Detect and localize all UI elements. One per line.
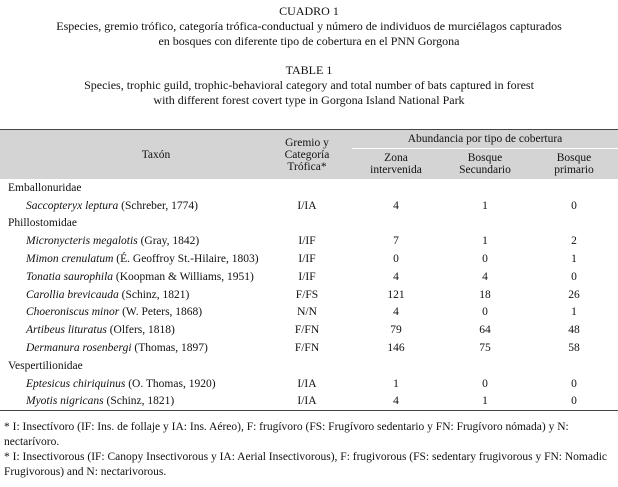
empty-cell: [352, 215, 440, 233]
species-cell: [0, 268, 262, 286]
header-gremio: [262, 130, 352, 180]
species-row: [0, 375, 618, 393]
family-row: [0, 215, 618, 233]
zona-intervenida-cell: 4: [393, 270, 399, 283]
header-zona-line2: intervenida: [370, 164, 422, 176]
gremio-cell: I/IA: [262, 393, 352, 411]
header-zona-intervenida: [352, 149, 440, 180]
species-author: (W. Peters, 1868): [119, 306, 203, 319]
footnote-english: * I: Insectivorous (IF: Canopy Insectivorous y IA: Aerial Insectivorous), F: frugivorous (FS: sedentary frugivorous y FN: Nomadic Frugivorous) and N: nectarivorous.: [4, 451, 608, 478]
species-cell: [0, 393, 262, 411]
caption-spanish-line1: Especies, gremio trófico, categoría trófica-conductual y número de individuos de murciélagos capturados: [56, 19, 562, 33]
species-cell: [0, 321, 262, 339]
empty-cell: [262, 179, 352, 197]
species-binomial: Myotis nigricans: [26, 395, 104, 408]
bosque-secundario-cell: 1: [440, 393, 530, 411]
species-row: [0, 250, 618, 268]
gremio-cell: F/FS: [295, 288, 319, 301]
family-name: Phillostomidae: [8, 217, 77, 230]
caption-english-label: TABLE 1: [285, 63, 333, 77]
species-author: (Schreber, 1774): [118, 199, 198, 212]
bosque-secundario-cell: 1: [482, 235, 488, 248]
bosque-secundario-cell: 1: [482, 199, 488, 212]
gremio-cell: I/IA: [297, 199, 317, 212]
caption-english-line2: with different forest covert type in Gorgona Island National Park: [153, 93, 465, 107]
family-row: [0, 179, 618, 197]
species-row: [0, 339, 618, 357]
empty-cell: [262, 215, 352, 233]
species-author: (Koopman & Williams, 1951): [113, 270, 254, 283]
gremio-cell: I/IA: [297, 377, 317, 390]
bosque-secundario-cell: 64: [479, 324, 491, 337]
header-primario-line2: primario: [554, 164, 594, 176]
caption-spanish: [0, 4, 618, 49]
empty-cell: [352, 179, 440, 197]
species-binomial: Choeroniscus minor: [26, 306, 120, 319]
zona-intervenida-cell: 121: [387, 288, 405, 301]
gremio-cell: F/FN: [294, 324, 320, 337]
species-cell: [0, 286, 262, 304]
gremio-cell: N/N: [297, 306, 317, 319]
caption-english-line1: Species, trophic guild, trophic-behavioral category and total number of bats captured in forest: [84, 78, 534, 92]
species-author: (Olfers, 1818): [106, 324, 175, 337]
species-row: [0, 304, 618, 322]
zona-intervenida-cell: 4: [352, 393, 440, 411]
header-gremio-line1: Gremio y: [285, 136, 329, 149]
bosque-primario-cell: 1: [571, 306, 577, 319]
species-author: (Schinz, 1821): [118, 288, 190, 301]
bosque-secundario-cell: 18: [479, 288, 491, 301]
bosque-primario-cell: 58: [568, 342, 580, 355]
header-gremio-line3: Trófica*: [287, 160, 327, 173]
empty-cell: [440, 357, 530, 375]
family-row: [0, 357, 618, 375]
zona-intervenida-cell: 4: [393, 199, 399, 212]
bosque-primario-cell: 2: [571, 235, 577, 248]
zona-intervenida-cell: 1: [393, 377, 399, 390]
bosque-primario-cell: 0: [571, 270, 577, 283]
family-name: Vespertilionidae: [8, 359, 83, 372]
species-row: [0, 286, 618, 304]
empty-cell: [530, 215, 618, 233]
empty-cell: [530, 357, 618, 375]
empty-cell: [440, 215, 530, 233]
bosque-primario-cell: 26: [568, 288, 580, 301]
caption-spanish-line2: en bosques con diferente tipo de cobertura en el PNN Gorgona: [158, 34, 460, 48]
species-row: [0, 321, 618, 339]
header-zona-line1: Zona: [384, 152, 408, 164]
species-row: [0, 197, 618, 215]
zona-intervenida-cell: 7: [393, 235, 399, 248]
family-name: Emballonuridae: [8, 181, 82, 194]
header-abundancia: Abundancia por tipo de cobertura: [352, 130, 618, 149]
zona-intervenida-cell: 146: [387, 342, 405, 355]
species-author: (Thomas, 1897): [131, 342, 208, 355]
species-cell: [0, 304, 262, 322]
bosque-primario-cell: 48: [568, 324, 580, 337]
header-bosque-primario: [530, 149, 618, 180]
species-binomial: Artibeus lituratus: [26, 324, 107, 337]
species-binomial: Dermanura rosenbergi: [26, 342, 132, 355]
empty-cell: [352, 357, 440, 375]
header-gremio-line2: Categoría: [284, 148, 330, 161]
bosque-secundario-cell: 75: [479, 342, 491, 355]
caption-english: [0, 63, 618, 108]
footnote-spanish: * I: Insectívoro (IF: Ins. de follaje y IA: Ins. Aéreo), F: frugívoro (FS: Frugívoro sedentario y FN: Frugívoro nómada) y N: nectarívoro.: [4, 421, 569, 448]
bosque-secundario-cell: 0: [482, 377, 488, 390]
header-primario-line1: Bosque: [556, 152, 592, 164]
gremio-cell: I/IF: [298, 270, 316, 283]
species-cell: [0, 197, 262, 215]
gremio-cell: I/IF: [298, 253, 316, 266]
header-taxon: Taxón: [0, 130, 262, 180]
table-footnotes: [4, 420, 614, 480]
species-binomial: Micronycteris megalotis: [26, 235, 138, 248]
species-cell: [0, 250, 262, 268]
zona-intervenida-cell: 4: [393, 306, 399, 319]
species-row: [0, 393, 618, 411]
gremio-cell: I/IF: [298, 235, 316, 248]
species-binomial: Mimon crenulatum: [26, 253, 114, 266]
empty-cell: [262, 357, 352, 375]
species-cell: [0, 375, 262, 393]
zona-intervenida-cell: 79: [390, 324, 402, 337]
species-cell: [0, 232, 262, 250]
empty-cell: [530, 179, 618, 197]
species-binomial: Tonatia saurophila: [26, 270, 114, 283]
bosque-primario-cell: 0: [530, 393, 618, 411]
species-cell: [0, 339, 262, 357]
header-secundario-line2: Secundario: [459, 164, 511, 176]
header-secundario-line1: Bosque: [467, 152, 503, 164]
bosque-primario-cell: 1: [571, 253, 577, 266]
empty-cell: [440, 179, 530, 197]
zona-intervenida-cell: 0: [393, 253, 399, 266]
species-author: (Schinz, 1821): [103, 395, 175, 408]
species-row: [0, 232, 618, 250]
bosque-secundario-cell: 4: [482, 270, 488, 283]
species-binomial: Carollia brevicauda: [26, 288, 119, 301]
species-author: (É. Geoffroy St.-Hilaire, 1803): [113, 253, 259, 266]
bosque-secundario-cell: 0: [482, 306, 488, 319]
species-author: (Gray, 1842): [137, 235, 200, 248]
table-header-row: [0, 130, 618, 149]
bosque-primario-cell: 0: [571, 199, 577, 212]
species-binomial: Eptesicus chiriquinus: [26, 377, 126, 390]
bat-species-table: [0, 129, 618, 411]
species-binomial: Saccopteryx leptura: [26, 199, 119, 212]
caption-spanish-label: CUADRO 1: [279, 4, 339, 18]
bosque-primario-cell: 0: [571, 377, 577, 390]
species-author: (O. Thomas, 1920): [125, 377, 216, 390]
gremio-cell: F/FN: [294, 342, 320, 355]
bosque-secundario-cell: 0: [482, 253, 488, 266]
header-bosque-secundario: [440, 149, 530, 180]
species-row: [0, 268, 618, 286]
